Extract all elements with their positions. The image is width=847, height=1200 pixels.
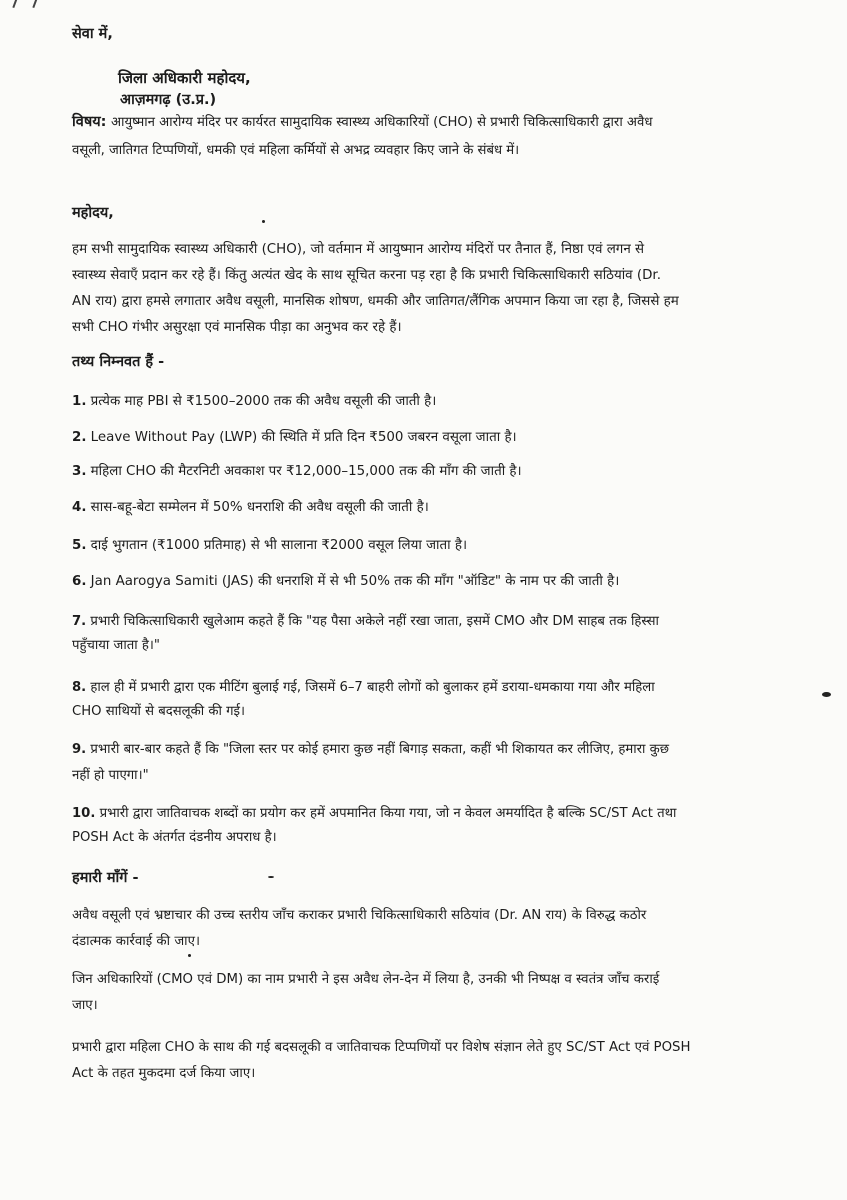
fact-item (72, 392, 436, 412)
fact-number: 7. (72, 614, 87, 629)
demand-line: दंडात्मक कार्रवाई की जाए। (72, 934, 201, 949)
subject-label: विषय: (72, 114, 107, 130)
recipient-location: आज़मगढ़ (उ.प्र.) (120, 92, 217, 108)
salutation: सेवा में, (72, 26, 113, 42)
demand-line: अवैध वसूली एवं भ्रष्टाचार की उच्च स्तरीय जाँच कराकर प्रभारी चिकित्साधिकारी सठियांव (Dr. AN राय) के विरुद्ध कठोर (72, 908, 647, 923)
fact-item (72, 428, 517, 448)
demand-line: प्रभारी द्वारा महिला CHO के साथ की गई बदसलूकी व जातिवाचक टिप्पणियों पर विशेष संज्ञान लेते हुए SC/ST Act एवं POSH (72, 1040, 691, 1055)
fact-item (72, 740, 669, 760)
fact-item (72, 612, 659, 632)
intro-line: हम सभी सामुदायिक स्वास्थ्य अधिकारी (CHO), जो वर्तमान में आयुष्मान आरोग्य मंदिरों पर तैनात हैं, निष्ठा एवं लगन से (72, 242, 645, 257)
demand-line: जाए। (72, 998, 98, 1013)
subject-text-1: आयुष्मान आरोग्य मंदिर पर कार्यरत सामुदायिक स्वास्थ्य अधिकारियों (CHO) से प्रभारी चिकित्साधिकारी द्वारा अवैध (111, 115, 653, 130)
scan-speck (262, 220, 265, 223)
recipient-title: जिला अधिकारी महोदय, (118, 69, 251, 87)
intro-line: AN राय) द्वारा हमसे लगातार अवैध वसूली, मानसिक शोषण, धमकी और जातिगत/लैंगिक अपमान किया जा रहा है, जिससे हम (72, 294, 679, 309)
scan-mark (32, 0, 37, 8)
scan-speck (822, 692, 831, 697)
demand-line: Act के तहत मुकदमा दर्ज किया जाए। (72, 1066, 256, 1081)
fact-number: 8. (72, 680, 87, 695)
fact-item (72, 536, 467, 556)
fact-text: दाई भुगतान (₹1000 प्रतिमाह) से भी सालाना ₹2000 वसूल लिया जाता है। (90, 538, 468, 553)
subject-line-1 (72, 112, 652, 133)
subject-line-2: वसूली, जातिगत टिप्पणियों, धमकी एवं महिला कर्मियों से अभद्र व्यवहार किए जाने के संबंध में। (72, 143, 520, 158)
fact-text: प्रभारी बार-बार कहते हैं कि "जिला स्तर पर कोई हमारा कुछ नहीं बिगाड़ सकता, कहीं भी शिकायत कर लीजिए, हमारा कुछ (90, 742, 670, 757)
fact-item (72, 462, 522, 482)
fact-text: प्रभारी चिकित्साधिकारी खुलेआम कहते हैं कि "यह पैसा अकेले नहीं रखा जाता, इसमें CMO और DM साहब तक हिस्सा (90, 614, 659, 629)
fact-text: प्रभारी द्वारा जातिवाचक शब्दों का प्रयोग कर हमें अपमानित किया गया, जो न केवल अमर्यादित है बल्कि SC/ST Act तथा (99, 806, 677, 821)
fact-number: 4. (72, 500, 87, 515)
fact-number: 2. (72, 430, 87, 445)
fact-number: 5. (72, 538, 87, 553)
fact-text-continued: POSH Act के अंतर्गत दंडनीय अपराध है। (72, 830, 277, 845)
fact-item (72, 498, 429, 518)
intro-line: सभी CHO गंभीर असुरक्षा एवं मानसिक पीड़ा का अनुभव कर रहे हैं। (72, 320, 402, 335)
fact-number: 6. (72, 574, 87, 589)
fact-text: प्रत्येक माह PBI से ₹1500–2000 तक की अवैध वसूली की जाती है। (90, 394, 437, 409)
scan-mark (12, 0, 17, 8)
fact-text: Jan Aarogya Samiti (JAS) की धनराशि में से भी 50% तक की माँग "ऑडिट" के नाम पर की जाती है। (90, 574, 620, 589)
fact-number: 9. (72, 742, 87, 757)
fact-number: 1. (72, 394, 87, 409)
fact-text-continued: CHO साथियों से बदसलूकी की गई। (72, 704, 245, 719)
fact-item (72, 678, 655, 698)
demands-heading: हमारी माँगें - (72, 870, 139, 886)
intro-line: स्वास्थ्य सेवाएँ प्रदान कर रहे हैं। किंतु अत्यंत खेद के साथ सूचित करना पड़ रहा है कि प्रभारी चिकित्साधिकारी सठियांव (Dr. (72, 268, 661, 283)
fact-text: हाल ही में प्रभारी द्वारा एक मीटिंग बुलाई गई, जिसमें 6–7 बाहरी लोगों को बुलाकर हमें डराया-धमकाया गया और महिला (90, 680, 655, 695)
scan-speck (188, 954, 191, 957)
fact-text: Leave Without Pay (LWP) की स्थिति में प्रति दिन ₹500 जबरन वसूला जाता है। (90, 430, 517, 445)
greeting: महोदय, (72, 205, 114, 221)
scan-speck (268, 876, 274, 878)
facts-heading: तथ्य निम्नवत हैं - (72, 354, 165, 370)
demand-line: जिन अधिकारियों (CMO एवं DM) का नाम प्रभारी ने इस अवैध लेन-देन में लिया है, उनकी भी निष्पक्ष व स्वतंत्र जाँच कराई (72, 972, 660, 987)
fact-text-continued: पहुँचाया जाता है।" (72, 638, 160, 653)
fact-item (72, 572, 619, 592)
fact-number: 3. (72, 464, 87, 479)
fact-text-continued: नहीं हो पाएगा।" (72, 768, 149, 783)
fact-item (72, 804, 676, 824)
fact-number: 10. (72, 806, 96, 821)
fact-text: सास-बहू-बेटा सम्मेलन में 50% धनराशि की अवैध वसूली की जाती है। (90, 500, 429, 515)
fact-text: महिला CHO की मैटरनिटी अवकाश पर ₹12,000–15,000 तक की माँग की जाती है। (90, 464, 522, 479)
